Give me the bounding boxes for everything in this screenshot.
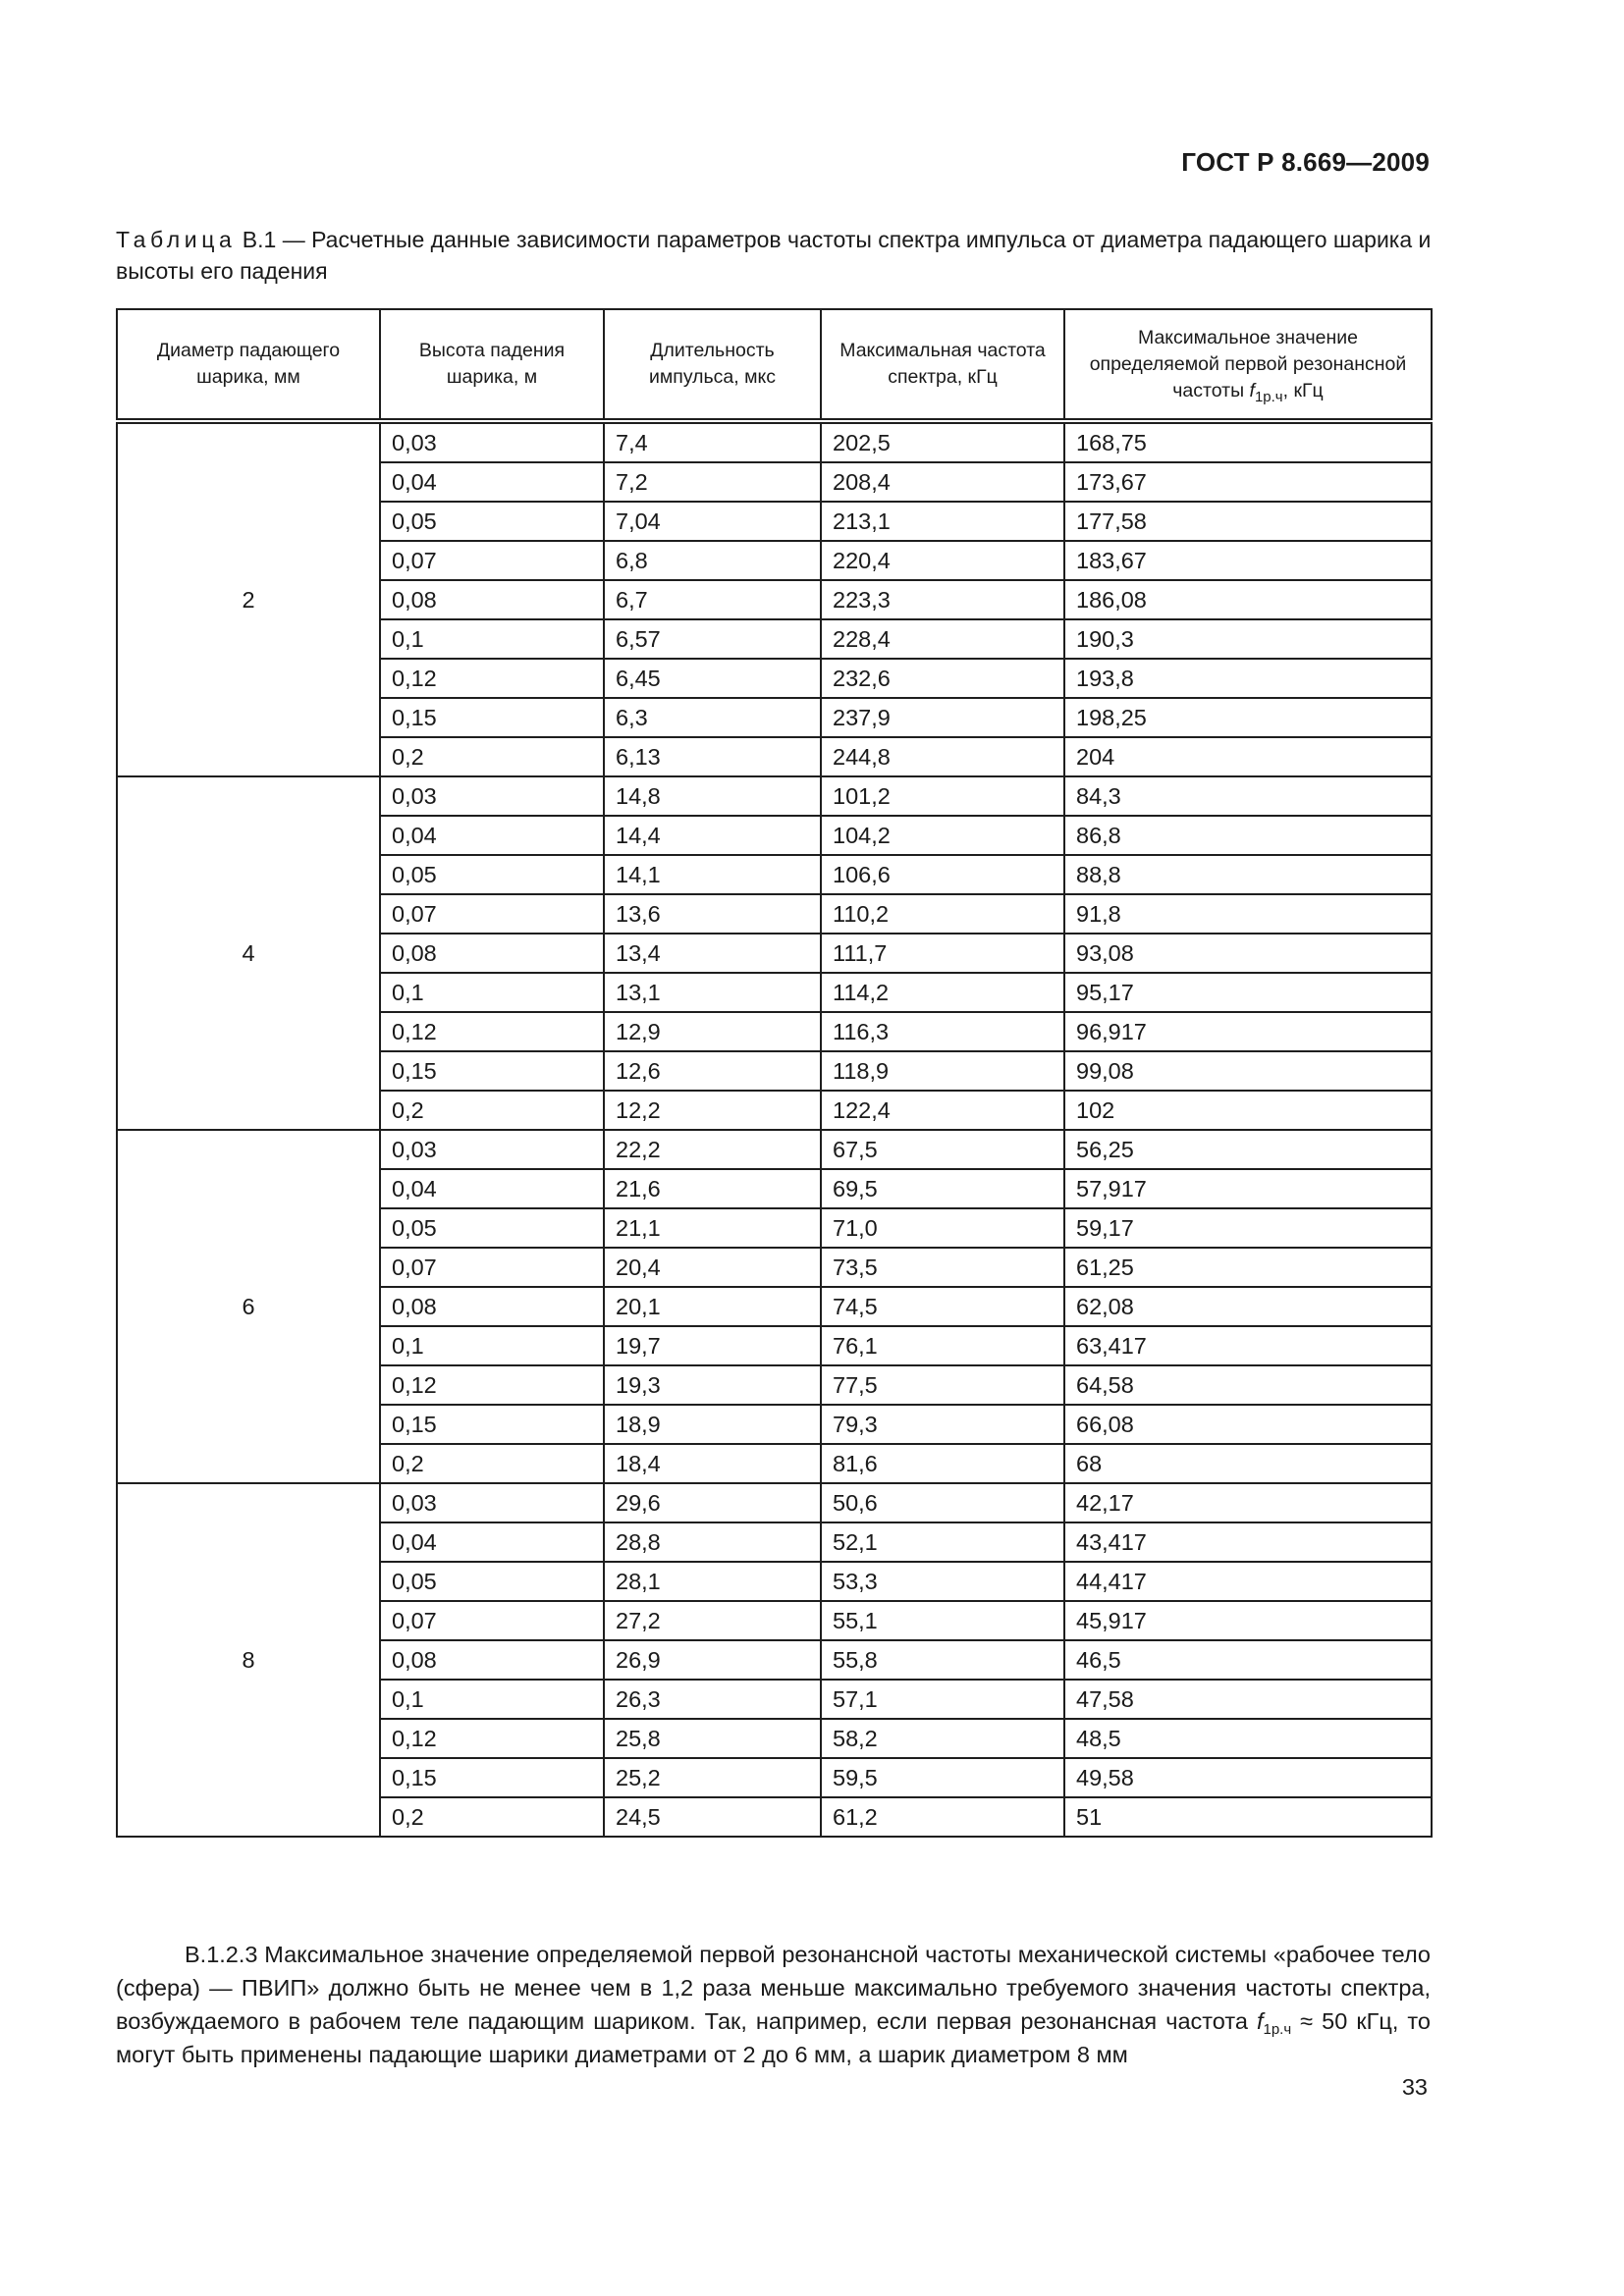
height-cell: 0,08 (380, 580, 604, 619)
max-frequency-cell: 110,2 (821, 894, 1064, 934)
max-frequency-cell: 61,2 (821, 1797, 1064, 1837)
resonant-frequency-cell: 198,25 (1064, 698, 1432, 737)
max-frequency-cell: 50,6 (821, 1483, 1064, 1522)
resonant-frequency-cell: 68 (1064, 1444, 1432, 1483)
resonant-frequency-cell: 95,17 (1064, 973, 1432, 1012)
height-cell: 0,04 (380, 462, 604, 502)
resonant-frequency-cell: 91,8 (1064, 894, 1432, 934)
duration-cell: 14,4 (604, 816, 821, 855)
resonant-frequency-cell: 46,5 (1064, 1640, 1432, 1680)
max-frequency-cell: 74,5 (821, 1287, 1064, 1326)
height-cell: 0,12 (380, 1365, 604, 1405)
table-row (117, 1483, 1432, 1522)
max-frequency-cell: 76,1 (821, 1326, 1064, 1365)
resonant-frequency-cell: 57,917 (1064, 1169, 1432, 1208)
duration-cell: 26,3 (604, 1680, 821, 1719)
max-frequency-cell: 202,5 (821, 421, 1064, 462)
duration-cell: 25,2 (604, 1758, 821, 1797)
max-frequency-cell: 73,5 (821, 1248, 1064, 1287)
duration-cell: 21,6 (604, 1169, 821, 1208)
height-cell: 0,1 (380, 1680, 604, 1719)
diameter-cell: 8 (117, 1483, 380, 1837)
duration-cell: 24,5 (604, 1797, 821, 1837)
duration-cell: 29,6 (604, 1483, 821, 1522)
resonant-frequency-cell: 96,917 (1064, 1012, 1432, 1051)
duration-cell: 6,57 (604, 619, 821, 659)
resonant-frequency-cell: 59,17 (1064, 1208, 1432, 1248)
height-cell: 0,03 (380, 776, 604, 816)
max-frequency-cell: 237,9 (821, 698, 1064, 737)
max-frequency-cell: 232,6 (821, 659, 1064, 698)
max-frequency-cell: 104,2 (821, 816, 1064, 855)
duration-cell: 18,4 (604, 1444, 821, 1483)
max-frequency-cell: 106,6 (821, 855, 1064, 894)
height-cell: 0,04 (380, 1169, 604, 1208)
height-cell: 0,2 (380, 1091, 604, 1130)
resonant-frequency-cell: 61,25 (1064, 1248, 1432, 1287)
duration-cell: 6,13 (604, 737, 821, 776)
resonant-frequency-cell: 66,08 (1064, 1405, 1432, 1444)
height-cell: 0,08 (380, 1287, 604, 1326)
resonant-frequency-cell: 44,417 (1064, 1562, 1432, 1601)
diameter-cell: 2 (117, 421, 380, 776)
max-frequency-cell: 58,2 (821, 1719, 1064, 1758)
duration-cell: 28,8 (604, 1522, 821, 1562)
max-frequency-cell: 52,1 (821, 1522, 1064, 1562)
duration-cell: 22,2 (604, 1130, 821, 1169)
table-caption-text: В.1 — Расчетные данные зависимости параметров частоты спектра импульса от диаметра падающего шарика и высоты его падения (116, 227, 1432, 284)
resonant-frequency-cell: 62,08 (1064, 1287, 1432, 1326)
height-cell: 0,05 (380, 1562, 604, 1601)
max-frequency-cell: 101,2 (821, 776, 1064, 816)
height-cell: 0,2 (380, 1797, 604, 1837)
resonant-frequency-cell: 86,8 (1064, 816, 1432, 855)
resonant-frequency-cell: 93,08 (1064, 934, 1432, 973)
max-frequency-cell: 244,8 (821, 737, 1064, 776)
duration-cell: 20,4 (604, 1248, 821, 1287)
duration-cell: 13,4 (604, 934, 821, 973)
table-row (117, 776, 1432, 816)
duration-cell: 7,4 (604, 421, 821, 462)
resonant-frequency-cell: 49,58 (1064, 1758, 1432, 1797)
resonant-frequency-cell: 186,08 (1064, 580, 1432, 619)
table-row (117, 1130, 1432, 1169)
resonant-frequency-cell: 43,417 (1064, 1522, 1432, 1562)
height-cell: 0,04 (380, 816, 604, 855)
max-frequency-cell: 57,1 (821, 1680, 1064, 1719)
max-frequency-cell: 59,5 (821, 1758, 1064, 1797)
height-cell: 0,03 (380, 421, 604, 462)
resonant-frequency-cell: 47,58 (1064, 1680, 1432, 1719)
duration-cell: 20,1 (604, 1287, 821, 1326)
max-frequency-cell: 55,1 (821, 1601, 1064, 1640)
height-cell: 0,15 (380, 1051, 604, 1091)
duration-cell: 6,8 (604, 541, 821, 580)
resonant-frequency-cell: 173,67 (1064, 462, 1432, 502)
height-cell: 0,05 (380, 855, 604, 894)
duration-cell: 18,9 (604, 1405, 821, 1444)
max-frequency-cell: 79,3 (821, 1405, 1064, 1444)
height-cell: 0,07 (380, 894, 604, 934)
page-number: 33 (1401, 2074, 1428, 2100)
height-cell: 0,1 (380, 619, 604, 659)
table-row (117, 421, 1432, 462)
resonant-frequency-cell: 64,58 (1064, 1365, 1432, 1405)
resonant-frequency-cell: 63,417 (1064, 1326, 1432, 1365)
max-frequency-cell: 53,3 (821, 1562, 1064, 1601)
duration-cell: 6,7 (604, 580, 821, 619)
height-cell: 0,08 (380, 1640, 604, 1680)
duration-cell: 14,1 (604, 855, 821, 894)
max-frequency-cell: 69,5 (821, 1169, 1064, 1208)
duration-cell: 7,04 (604, 502, 821, 541)
height-cell: 0,08 (380, 934, 604, 973)
resonant-frequency-cell: 177,58 (1064, 502, 1432, 541)
duration-cell: 26,9 (604, 1640, 821, 1680)
table-body (117, 421, 1432, 1837)
duration-cell: 19,7 (604, 1326, 821, 1365)
max-frequency-cell: 228,4 (821, 619, 1064, 659)
duration-cell: 28,1 (604, 1562, 821, 1601)
duration-cell: 13,6 (604, 894, 821, 934)
height-cell: 0,12 (380, 1719, 604, 1758)
max-frequency-cell: 118,9 (821, 1051, 1064, 1091)
height-cell: 0,15 (380, 1405, 604, 1444)
duration-cell: 12,2 (604, 1091, 821, 1130)
height-cell: 0,12 (380, 1012, 604, 1051)
resonant-frequency-cell: 84,3 (1064, 776, 1432, 816)
data-table (116, 308, 1433, 1838)
resonant-frequency-cell: 193,8 (1064, 659, 1432, 698)
max-frequency-cell: 77,5 (821, 1365, 1064, 1405)
duration-cell: 12,6 (604, 1051, 821, 1091)
max-frequency-cell: 116,3 (821, 1012, 1064, 1051)
duration-cell: 19,3 (604, 1365, 821, 1405)
resonant-frequency-cell: 102 (1064, 1091, 1432, 1130)
max-frequency-cell: 122,4 (821, 1091, 1064, 1130)
max-frequency-cell: 81,6 (821, 1444, 1064, 1483)
resonant-frequency-cell: 51 (1064, 1797, 1432, 1837)
header-max-frequency: Максимальная частота спектра, кГц (821, 309, 1064, 421)
resonant-frequency-cell: 88,8 (1064, 855, 1432, 894)
document-code: ГОСТ Р 8.669—2009 (1181, 147, 1430, 177)
max-frequency-cell: 71,0 (821, 1208, 1064, 1248)
diameter-cell: 6 (117, 1130, 380, 1483)
duration-cell: 25,8 (604, 1719, 821, 1758)
resonant-frequency-cell: 204 (1064, 737, 1432, 776)
table-header-row (117, 309, 1432, 421)
duration-cell: 27,2 (604, 1601, 821, 1640)
max-frequency-cell: 55,8 (821, 1640, 1064, 1680)
max-frequency-cell: 213,1 (821, 502, 1064, 541)
resonant-frequency-cell: 183,67 (1064, 541, 1432, 580)
header-resonant-frequency: Максимальное значение определяемой первой резонансной частоты $f_{1р.ч}$, кГц (1064, 309, 1432, 421)
height-cell: 0,03 (380, 1130, 604, 1169)
header-height: Высота падения шарика, м (380, 309, 604, 421)
resonant-frequency-cell: 56,25 (1064, 1130, 1432, 1169)
max-frequency-cell: 208,4 (821, 462, 1064, 502)
height-cell: 0,1 (380, 973, 604, 1012)
height-cell: 0,07 (380, 1601, 604, 1640)
table-caption (116, 224, 1432, 287)
resonant-frequency-cell: 45,917 (1064, 1601, 1432, 1640)
resonant-frequency-cell: 168,75 (1064, 421, 1432, 462)
height-cell: 0,05 (380, 1208, 604, 1248)
height-cell: 0,07 (380, 541, 604, 580)
height-cell: 0,07 (380, 1248, 604, 1287)
duration-cell: 12,9 (604, 1012, 821, 1051)
resonant-frequency-cell: 190,3 (1064, 619, 1432, 659)
height-cell: 0,2 (380, 1444, 604, 1483)
diameter-cell: 4 (117, 776, 380, 1130)
duration-cell: 7,2 (604, 462, 821, 502)
resonant-frequency-cell: 42,17 (1064, 1483, 1432, 1522)
height-cell: 0,2 (380, 737, 604, 776)
height-cell: 0,1 (380, 1326, 604, 1365)
duration-cell: 6,3 (604, 698, 821, 737)
max-frequency-cell: 220,4 (821, 541, 1064, 580)
duration-cell: 14,8 (604, 776, 821, 816)
duration-cell: 13,1 (604, 973, 821, 1012)
duration-cell: 21,1 (604, 1208, 821, 1248)
max-frequency-cell: 67,5 (821, 1130, 1064, 1169)
max-frequency-cell: 111,7 (821, 934, 1064, 973)
height-cell: 0,15 (380, 1758, 604, 1797)
duration-cell: 6,45 (604, 659, 821, 698)
max-frequency-cell: 114,2 (821, 973, 1064, 1012)
resonant-frequency-cell: 99,08 (1064, 1051, 1432, 1091)
resonant-frequency-cell: 48,5 (1064, 1719, 1432, 1758)
height-cell: 0,15 (380, 698, 604, 737)
height-cell: 0,04 (380, 1522, 604, 1562)
body-paragraph: В.1.2.3 Максимальное значение определяемой первой резонансной частоты механической системы «рабочее тело (сфера) — ПВИП» должно быть не менее чем в 1,2 раза меньше максимально требуемого значения частоты спектра, возбуждаемого в рабочем теле падающим шариком. Так, например, если первая резонансная частота $f_{1р.ч} \approx 50$ кГц, то могут быть применены падающие шарики диаметрами от 2 до 6 мм, а шарик диаметром 8 мм (116, 1942, 1431, 2067)
max-frequency-cell: 223,3 (821, 580, 1064, 619)
height-cell: 0,12 (380, 659, 604, 698)
header-duration: Длительность импульса, мкс (604, 309, 821, 421)
table-caption-label: Таблица (116, 227, 237, 252)
height-cell: 0,05 (380, 502, 604, 541)
height-cell: 0,03 (380, 1483, 604, 1522)
header-diameter: Диаметр падающего шарика, мм (117, 309, 380, 421)
